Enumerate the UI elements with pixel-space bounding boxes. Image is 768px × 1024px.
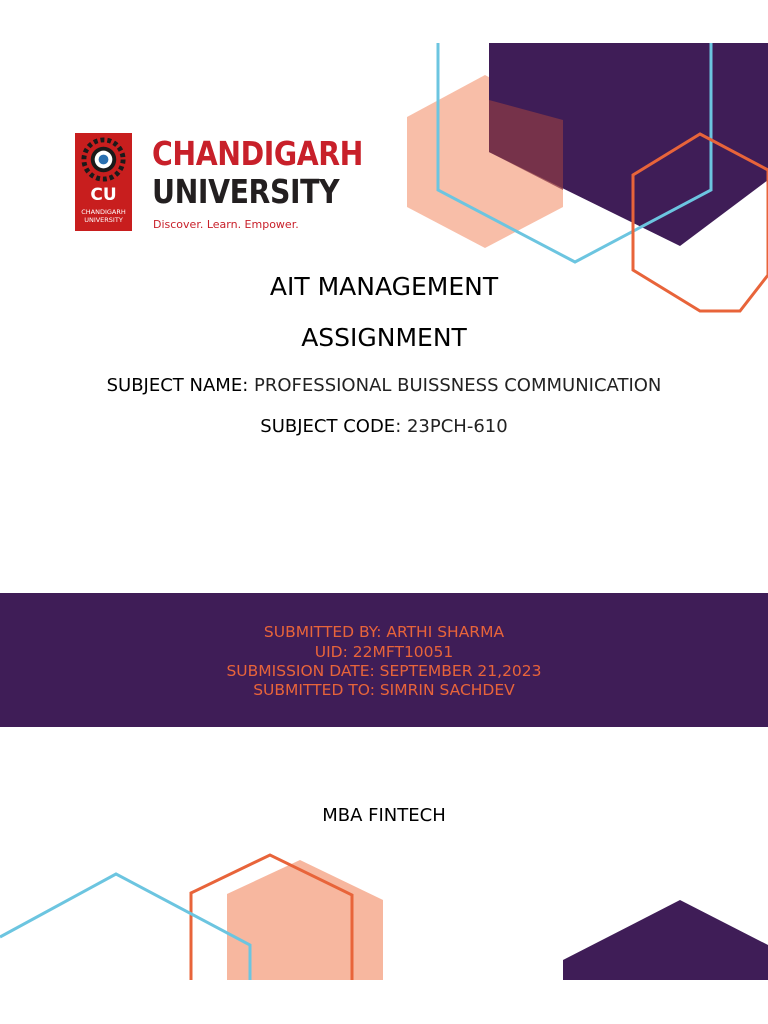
bottom-purple-shape [563,900,768,980]
submitted-by: SUBMITTED BY: ARTHI SHARMA [263,623,505,641]
submitted-to: SUBMITTED TO: SIMRIN SACHDEV [253,681,515,699]
logo-emblem-caption-line2: UNIVERSITY [84,216,123,224]
subject-code-label: SUBJECT CODE [260,416,396,437]
subject-name-value: PROFESSIONAL BUISSNESS COMMUNICATION [254,375,662,396]
subject-name-row [0,375,768,396]
logo-emblem-caption-line1: CHANDIGARH [81,208,126,216]
page-title-line1: AIT MANAGEMENT [269,272,499,301]
bottom-cyan-line [0,874,250,980]
peach-hexagon [407,75,563,248]
purple-shape [489,43,768,246]
logo-emblem-text: CU [90,185,117,205]
logo-name-line1: CHANDIGARH [152,134,363,173]
subject-code-row [0,416,768,437]
logo-emblem-caption [75,208,132,224]
subject-code-value: : 23PCH-610 [395,416,508,437]
logo-name-line2: UNIVERSITY [152,172,340,211]
gear-icon [79,135,128,184]
logo-emblem [75,133,132,231]
bottom-peach-shape [227,860,383,980]
page-title-line2: ASSIGNMENT [301,323,467,352]
overlap-shape [489,100,563,190]
bottom-orange-outline [191,855,352,980]
logo-tagline: Discover. Learn. Empower. [153,218,299,231]
student-uid: UID: 22MFT10051 [314,643,454,661]
subject-name-label: SUBJECT NAME: [106,375,249,396]
university-logo [75,133,363,238]
cyan-hexagon-outline [438,43,711,262]
program-name: MBA FINTECH [322,805,446,826]
submission-date: SUBMISSION DATE: SEPTEMBER 21,2023 [226,662,542,680]
